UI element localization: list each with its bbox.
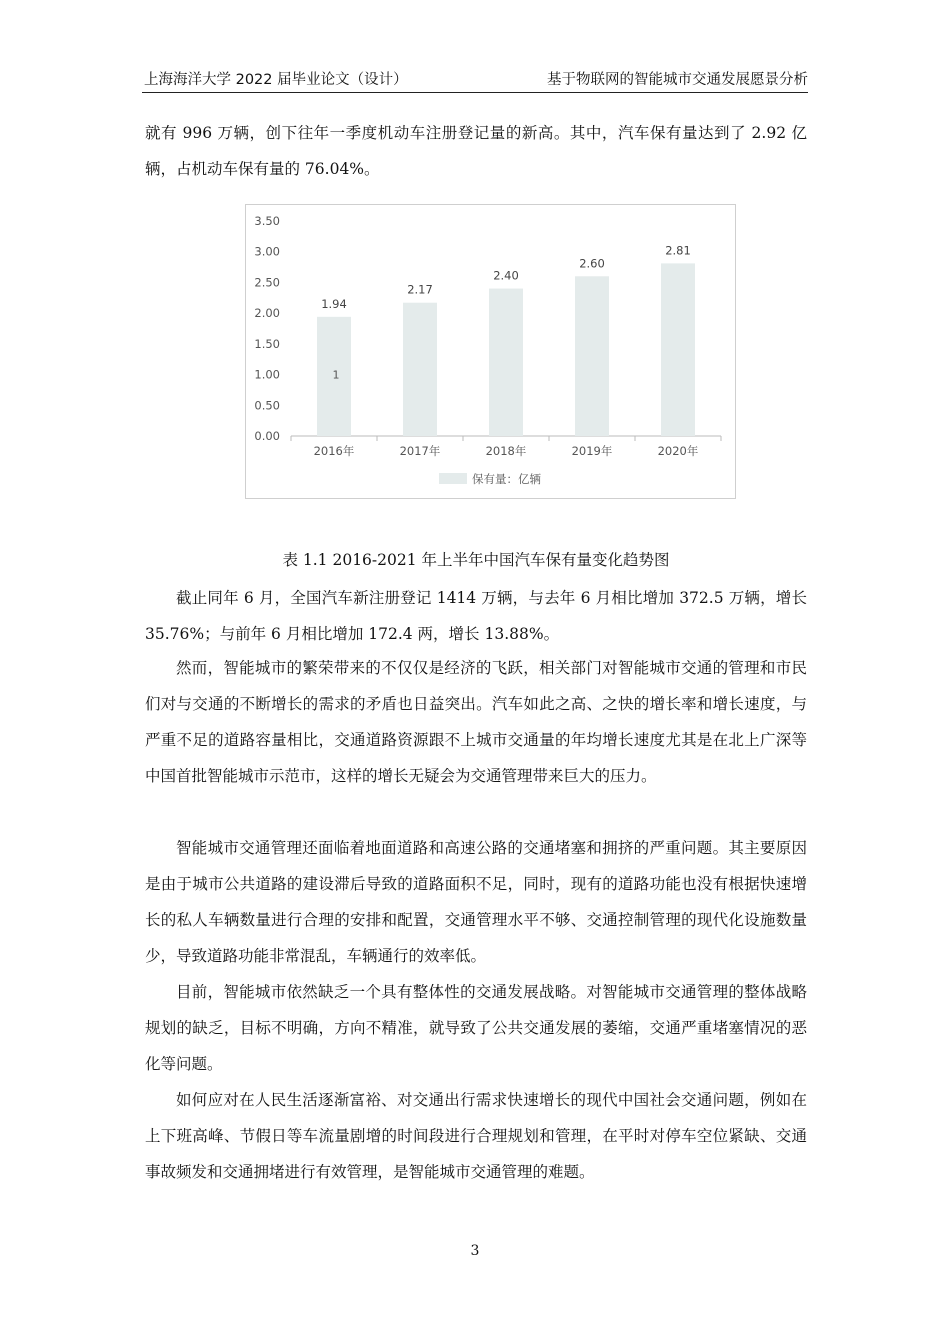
stray-label: 1	[332, 368, 340, 382]
data-label: 2.17	[407, 282, 433, 297]
data-label: 2.60	[579, 256, 605, 271]
data-label: 1.94	[321, 296, 347, 311]
chart-figure	[245, 204, 736, 499]
y-tick-label: 0.00	[254, 429, 280, 443]
header-school-title: 上海海洋大学 2022 届毕业论文（设计）	[144, 72, 408, 88]
data-label: 2.40	[493, 268, 519, 283]
paragraph-2: 截止同年 6 月，全国汽车新注册登记 1414 万辆，与去年 6 月相比增加 372.5 万辆，增长 35.76%；与前年 6 月相比增加 172.4 两，增长 13.88%。	[145, 589, 807, 643]
y-tick-label: 2.50	[254, 275, 280, 290]
x-tick-label: 2018年	[485, 444, 527, 458]
bar-2018年	[489, 289, 523, 436]
y-tick-label: 1.00	[254, 367, 280, 382]
x-tick-label: 2019年	[571, 444, 613, 458]
figure-caption: 表 1.1 2016-2021 年上半年中国汽车保有量变化趋势图	[282, 551, 670, 569]
y-tick-label: 3.00	[254, 244, 280, 259]
page-number: 3	[470, 1243, 480, 1259]
y-tick-label: 1.50	[254, 336, 280, 351]
y-tick-label: 2.00	[254, 306, 280, 321]
header-thesis-title: 基于物联网的智能城市交通发展愿景分析	[547, 72, 808, 88]
bar-2019年	[575, 276, 609, 436]
y-tick-label: 3.50	[254, 214, 280, 228]
legend-label: 保有量：亿辆	[472, 472, 541, 486]
paragraph-6: 如何应对在人民生活逐渐富裕、对交通出行需求快速增长的现代中国社会交通问题，例如在上下班高峰、节假日等车流量剧增的时间段进行合理规划和管理，在平时对停车空位紧缺、交通事故频发和交通拥堵进行有效管理，是智能城市交通管理的难题。	[145, 1091, 807, 1181]
y-tick-label: 0.50	[254, 398, 280, 413]
paragraph-4: 智能城市交通管理还面临着地面道路和高速公路的交通堵塞和拥挤的严重问题。其主要原因是由于城市公共道路的建设滞后导致的道路面积不足，同时，现有的道路功能也没有根据快速增长的私人车辆数量进行合理的安排和配置，交通管理水平不够、交通控制管理的现代化设施数量少，导致道路功能非常混乱，车辆通行的效率低。	[145, 839, 807, 965]
paragraph-1: 就有 996 万辆，创下往年一季度机动车注册登记量的新高。其中，汽车保有量达到了 2.92 亿辆，占机动车保有量的 76.04%。	[145, 124, 807, 178]
legend-swatch	[439, 473, 467, 484]
x-tick-label: 2016年	[313, 444, 355, 458]
x-tick-label: 2020年	[657, 444, 699, 458]
page-header	[142, 62, 808, 93]
bar-2017年	[403, 303, 437, 436]
x-tick-label: 2017年	[399, 444, 441, 458]
paragraph-5: 目前，智能城市依然缺乏一个具有整体性的交通发展战略。对智能城市交通管理的整体战略规划的缺乏，目标不明确，方向不精准，就导致了公共交通发展的萎缩，交通严重堵塞情况的恶化等问题。	[145, 983, 807, 1073]
bar-2020年	[661, 263, 695, 436]
bar-chart	[246, 205, 735, 498]
data-label: 2.81	[665, 243, 691, 258]
paragraph-3: 然而，智能城市的繁荣带来的不仅仅是经济的飞跃，相关部门对智能城市交通的管理和市民们对与交通的不断增长的需求的矛盾也日益突出。汽车如此之高、之快的增长率和增长速度，与严重不足的道路容量相比，交通道路资源跟不上城市交通量的年均增长速度尤其是在北上广深等中国首批智能城市示范市，这样的增长无疑会为交通管理带来巨大的压力。	[145, 659, 807, 785]
